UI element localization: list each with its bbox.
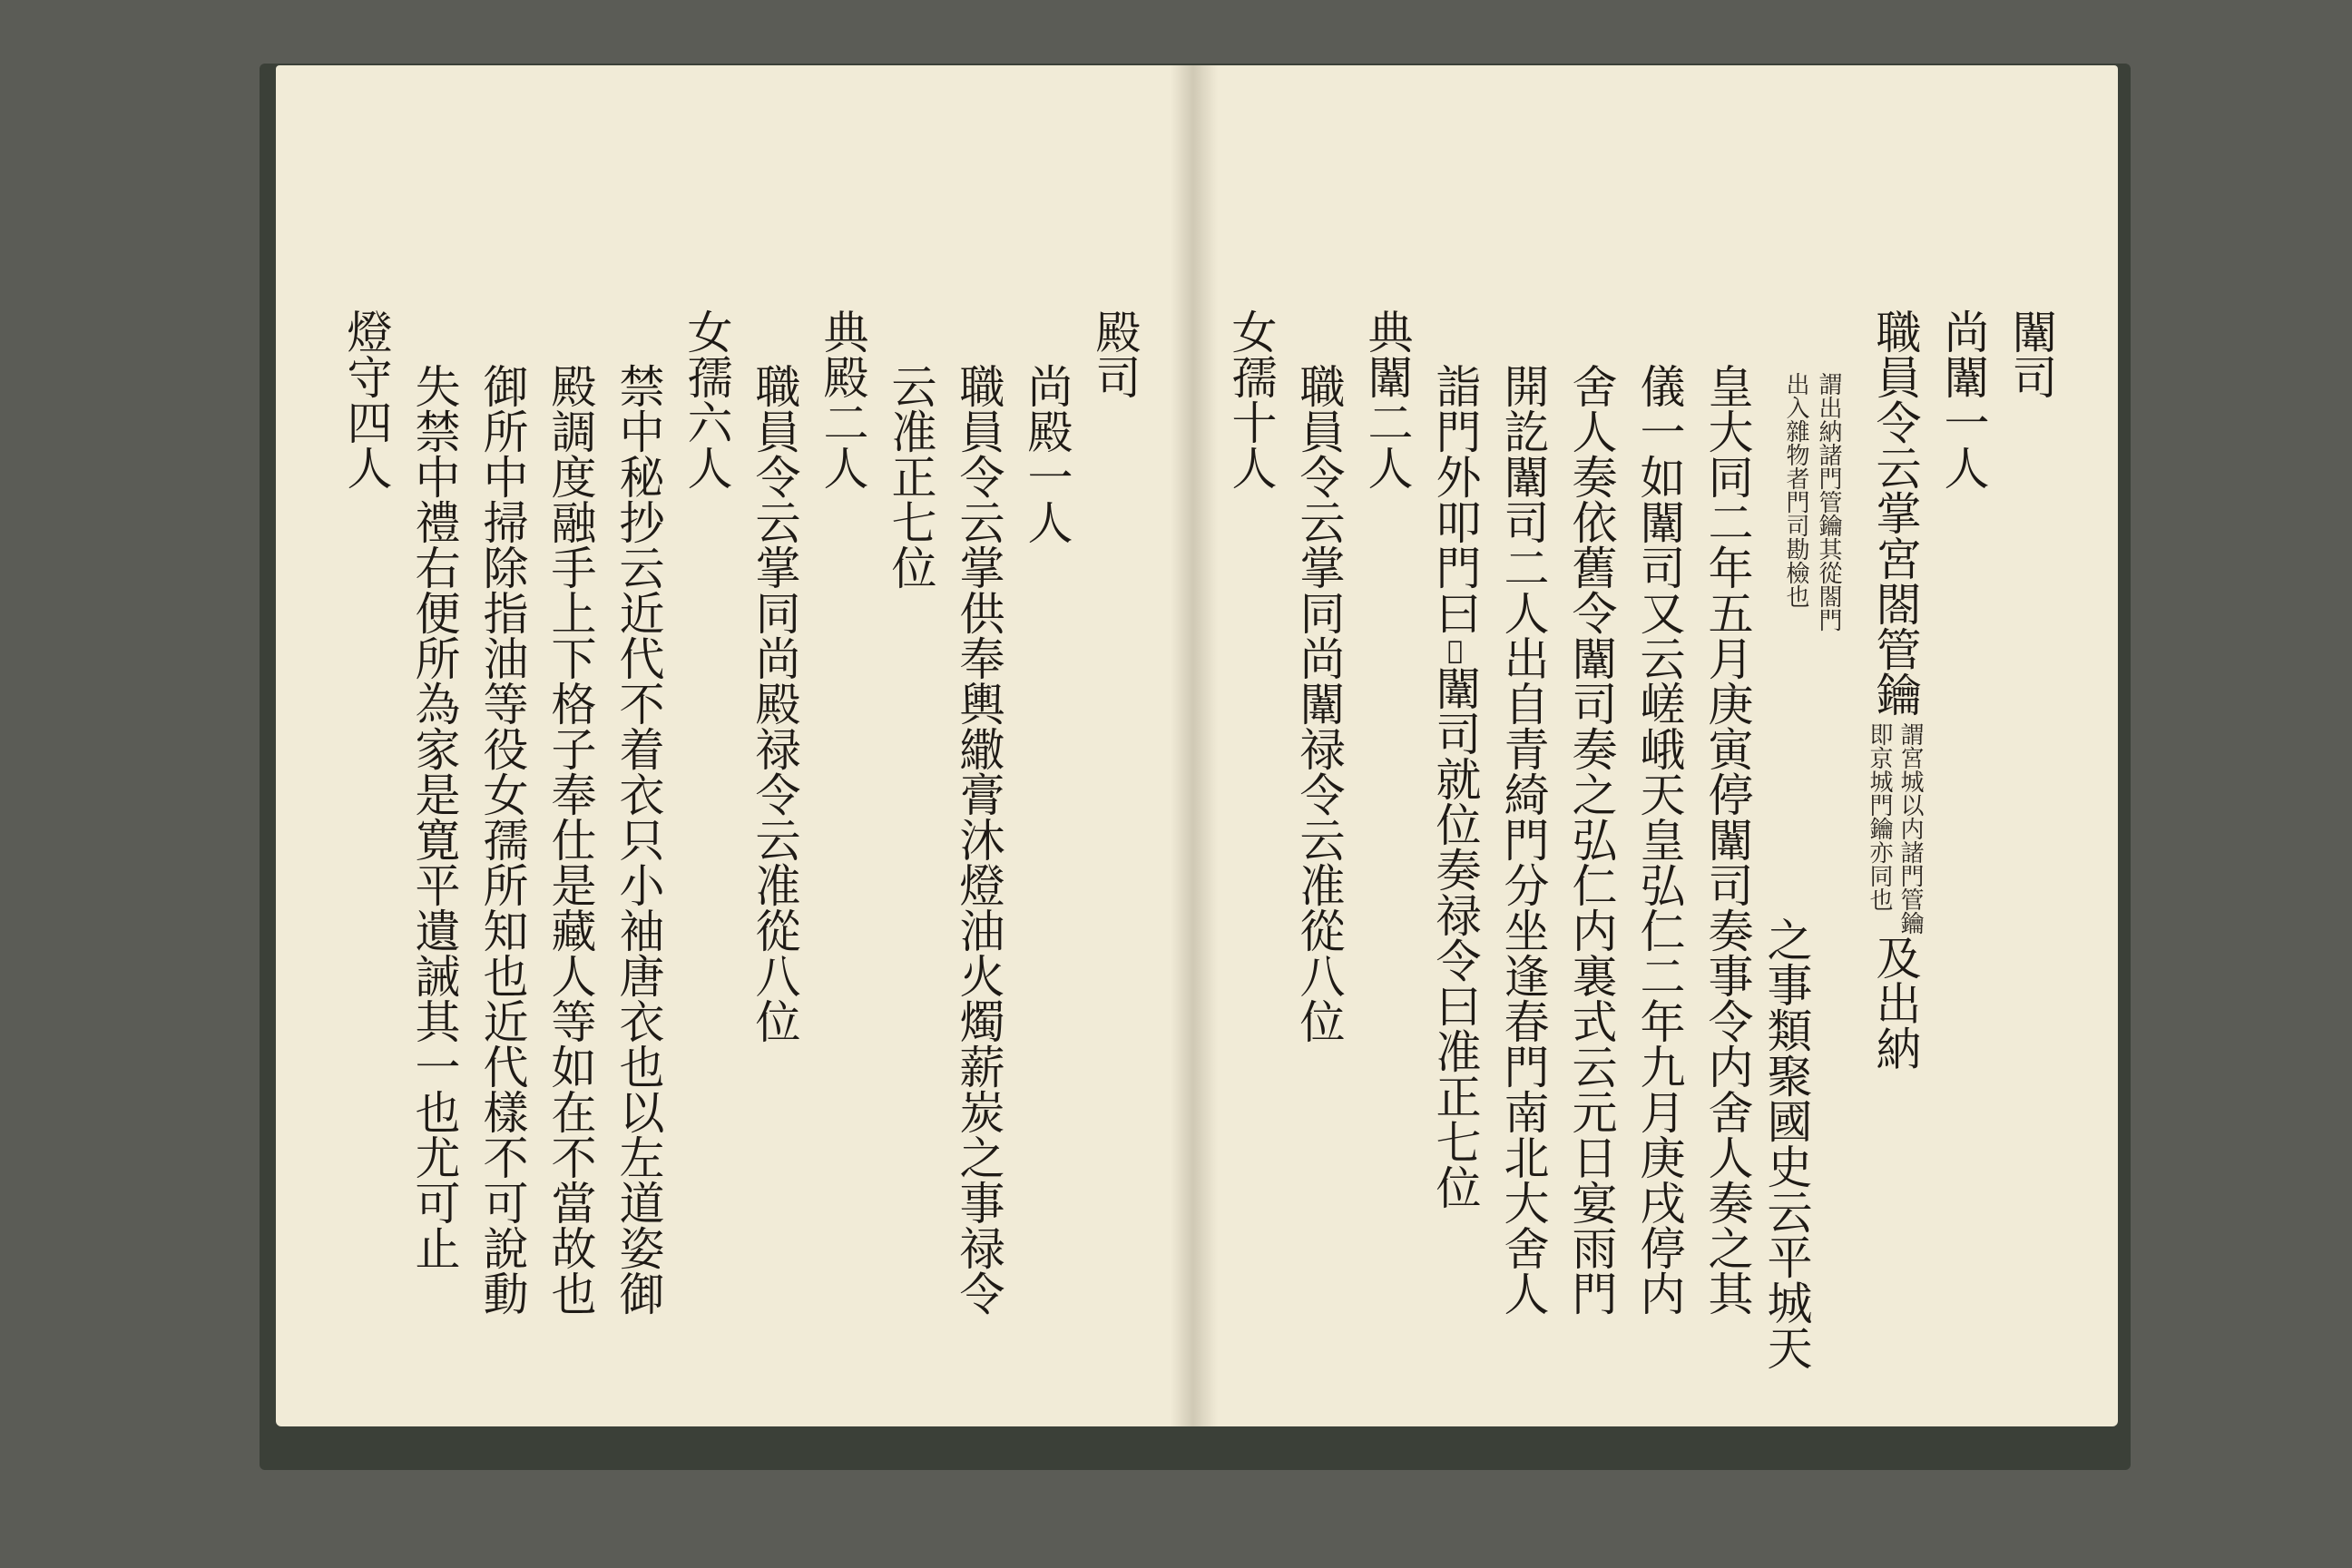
column-text: 開訖闈司二人出自青綺門分坐逢春門南北大舍人: [1496, 363, 1550, 1316]
column-subtitle: 尚殿一人: [1020, 363, 1073, 544]
column-text: 禁中秘抄云近代不着衣只小袖唐衣也以左道姿御: [612, 363, 665, 1316]
column-subtitle: 燈守四人: [339, 309, 393, 490]
column-subtitle: 典殿二人: [816, 309, 869, 490]
book-gutter: [1171, 65, 1218, 1426]
column-text: 詣門外叩門曰 𫟪 闈司就位奏禄令曰准正七位: [1428, 363, 1482, 1210]
inline-annotation: 謂宮城以内諸門管鑰 即京城門鑰亦同也: [1866, 722, 1924, 935]
column-text: 職員令云掌同尚闈禄令云准從八位: [1292, 363, 1346, 1044]
column-text: 殿調度融手上下格子奉仕是藏人等如在不當故也: [544, 363, 597, 1316]
column-text: 職員令云掌宮閤管鑰 謂宮城以内諸門管鑰 即京城門鑰亦同也 及出納: [1866, 309, 1924, 1071]
column-subtitle: 典闈二人: [1360, 309, 1414, 490]
column-text: 皇大同二年五月庚寅停闈司奏事令内舍人奏之其: [1700, 363, 1754, 1316]
column-text: 儀一如闈司又云嵯峨天皇弘仁二年九月庚戌停内: [1632, 363, 1686, 1316]
column-text: 職員令云掌供奉輿繖膏沐燈油火燭薪炭之事禄令: [952, 363, 1005, 1316]
column-heading-right: 闈司: [2004, 309, 2058, 399]
column-text: 失禁中禮右便所為家是寛平遺誡其一也尤可止: [407, 363, 461, 1270]
column-text: 之事類聚國史云平城天: [1759, 916, 1813, 1370]
annotation-block: [1782, 372, 1842, 632]
column-text: 職員令云掌同尚殿禄令云准從八位: [748, 363, 801, 1044]
annotation-column: 謂出納諸門管鑰其從閤門: [1815, 372, 1842, 632]
annotation-column: 出入雜物者門司勘檢也: [1782, 372, 1809, 608]
column-subtitle: 女孺十人: [1224, 309, 1278, 490]
column-heading-left: 殿司: [1088, 309, 1142, 399]
column-text: 云准正七位: [884, 363, 937, 590]
column-text: 御所中掃除指油等役女孺所知也近代樣不可說動: [475, 363, 529, 1316]
column-title: 尚闈一人: [1936, 309, 1990, 490]
column-text: 舍人奏依舊令闈司奏之弘仁内裏式云元日宴雨門: [1564, 363, 1618, 1316]
column-subtitle: 女孺六人: [680, 309, 733, 490]
